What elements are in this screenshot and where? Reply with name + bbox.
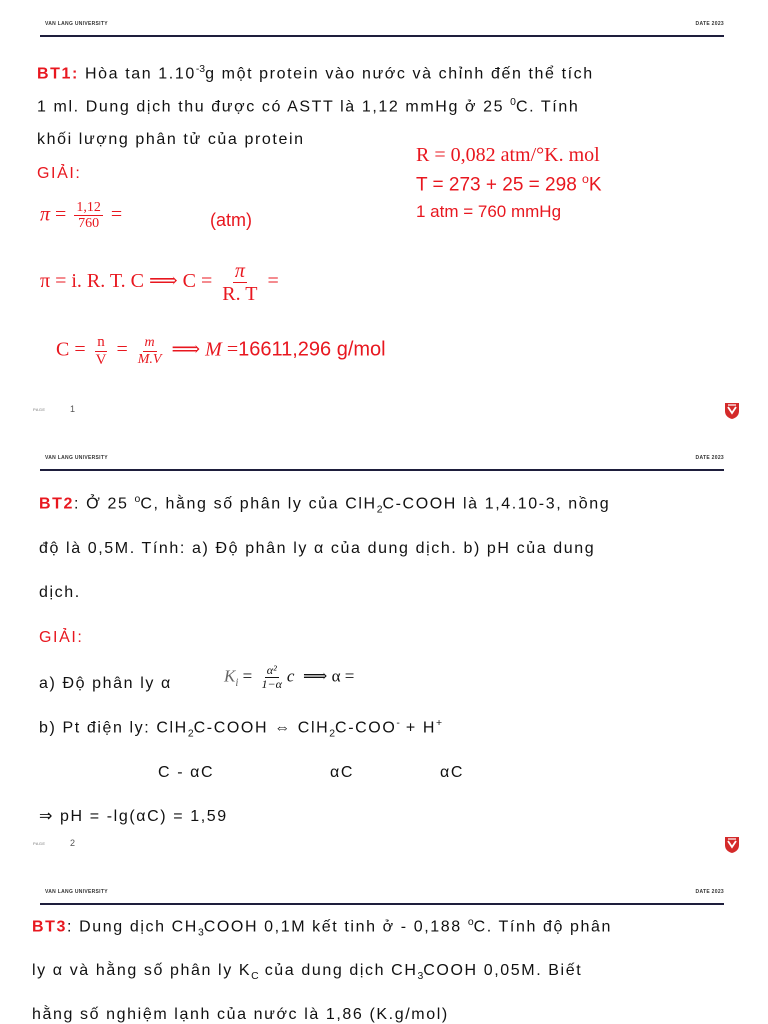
bt2-dissociation-equation: $K_i$ = $\frac{\text{α²}}{1-\alpha}$ c ⟹ α = (224, 663, 355, 692)
header-date: DATE 2023 (695, 21, 724, 27)
bt1-solution-label: GIẢI: (37, 165, 82, 182)
bt1-problem-line-3: khối lượng phân tử của protein (37, 131, 305, 148)
bt1-equation-pi: π = $\frac{1,12}{760}$ = (40, 200, 123, 232)
fraction-c: $\frac{\pi}{R. T}$ (222, 260, 258, 305)
bt3-problem-line-1: BT3: Dung dịch $CH_3COOH$ 0,1M kết tinh ở - 0,188 $^o$C. Tính độ phân (32, 917, 613, 939)
bt1-equation-osmotic: π = i. R. T. C ⟹ C = $\frac{\pi}{R. T}$ = (40, 260, 279, 305)
bt3-problem-line-3: hằng số nghiệm lạnh của nước là 1,86 (K.g/mol) (32, 1006, 449, 1023)
fraction-alpha: $\frac{\text{α²}}{1-\alpha}$ (261, 663, 282, 692)
header-university: VAN LANG UNIVERSITY (45, 21, 108, 27)
bt2-problem-line-1: BT2: Ở 25 $^o$C, hằng số phân ly của ClH$_2$C-COOH là 1,4.10-3, nồng (39, 494, 611, 516)
header-university: VAN LANG UNIVERSITY (45, 455, 108, 461)
header-divider (40, 903, 724, 905)
bt2-part-a-label: a) Độ phân ly α (39, 675, 172, 692)
fraction-n-v: $\frac{n}{V}$ (95, 334, 107, 368)
slide-1 (0, 0, 768, 434)
university-shield-icon (724, 402, 740, 420)
bt2-concentration-anion: αC (330, 764, 355, 781)
bt2-label: BT2 (39, 495, 75, 513)
bt2-concentration-proton: αC (440, 764, 465, 781)
university-shield-icon (724, 836, 740, 854)
bt1-problem-line-1: BT1: Hòa $\tan 1.10^{-3}g$ một protein vào nước và chỉnh đến thể tích (37, 64, 594, 83)
bt2-concentration-acid: C - αC (158, 764, 215, 781)
bt1-problem-line-2: 1 ml. Dung dịch thu được có ASTT là 1,12 mmHg ở 25 $^0$C. Tính (37, 97, 580, 116)
slide-2 (0, 434, 768, 868)
footer-page-number: 2 (70, 838, 76, 848)
bt3-problem-line-2: ly α và hằng số phân ly $K_C$ của dung dịch $CH_3COOH$ 0,05M. Biết (32, 962, 583, 983)
bt1-constant-t: T = 273 + 25 = 298 $^o$K (416, 172, 602, 196)
bt1-equation-molar-mass: C = $\frac{n}{V}$ = $\frac{m}{M.V}$ ⟹ M =16611,296 g/mol (56, 334, 386, 368)
header-divider (40, 35, 724, 37)
bt3-label: BT3 (32, 918, 68, 936)
bt2-problem-line-3: dịch. (39, 584, 81, 601)
slide-3 (0, 868, 768, 1024)
header-date: DATE 2023 (695, 889, 724, 895)
bt2-solution-label: GIẢI: (39, 629, 84, 646)
bt2-problem-line-2: độ là 0,5M. Tính: a) Độ phân ly α của dung dịch. b) pH của dung (39, 540, 596, 557)
header-date: DATE 2023 (695, 455, 724, 461)
header-university: VAN LANG UNIVERSITY (45, 889, 108, 895)
header-divider (40, 469, 724, 471)
fraction-pressure: $\frac{1,12}{760}$ (76, 200, 101, 232)
bt1-constant-atm: 1 atm = 760 mmHg (416, 202, 562, 221)
fraction-m-mv: $\frac{m}{M.V}$ (137, 335, 162, 367)
bt2-part-b-equation: b) Pt điện ly: ClH$_2$C-COOH ⇔ ClH$_2$C-COO- + H+ (39, 718, 443, 740)
footer-page-label: PAGE (33, 841, 46, 846)
bt1-constant-r: R = 0,082 atm/°K. mol (416, 144, 600, 166)
bt2-ph-result: ⇒ pH = -lg(αC) = 1,59 (39, 808, 228, 825)
footer-page-label: PAGE (33, 407, 46, 412)
bt1-equation-unit: (atm) (210, 210, 252, 230)
bt1-label: BT1: (37, 65, 79, 83)
footer-page-number: 1 (70, 404, 76, 414)
